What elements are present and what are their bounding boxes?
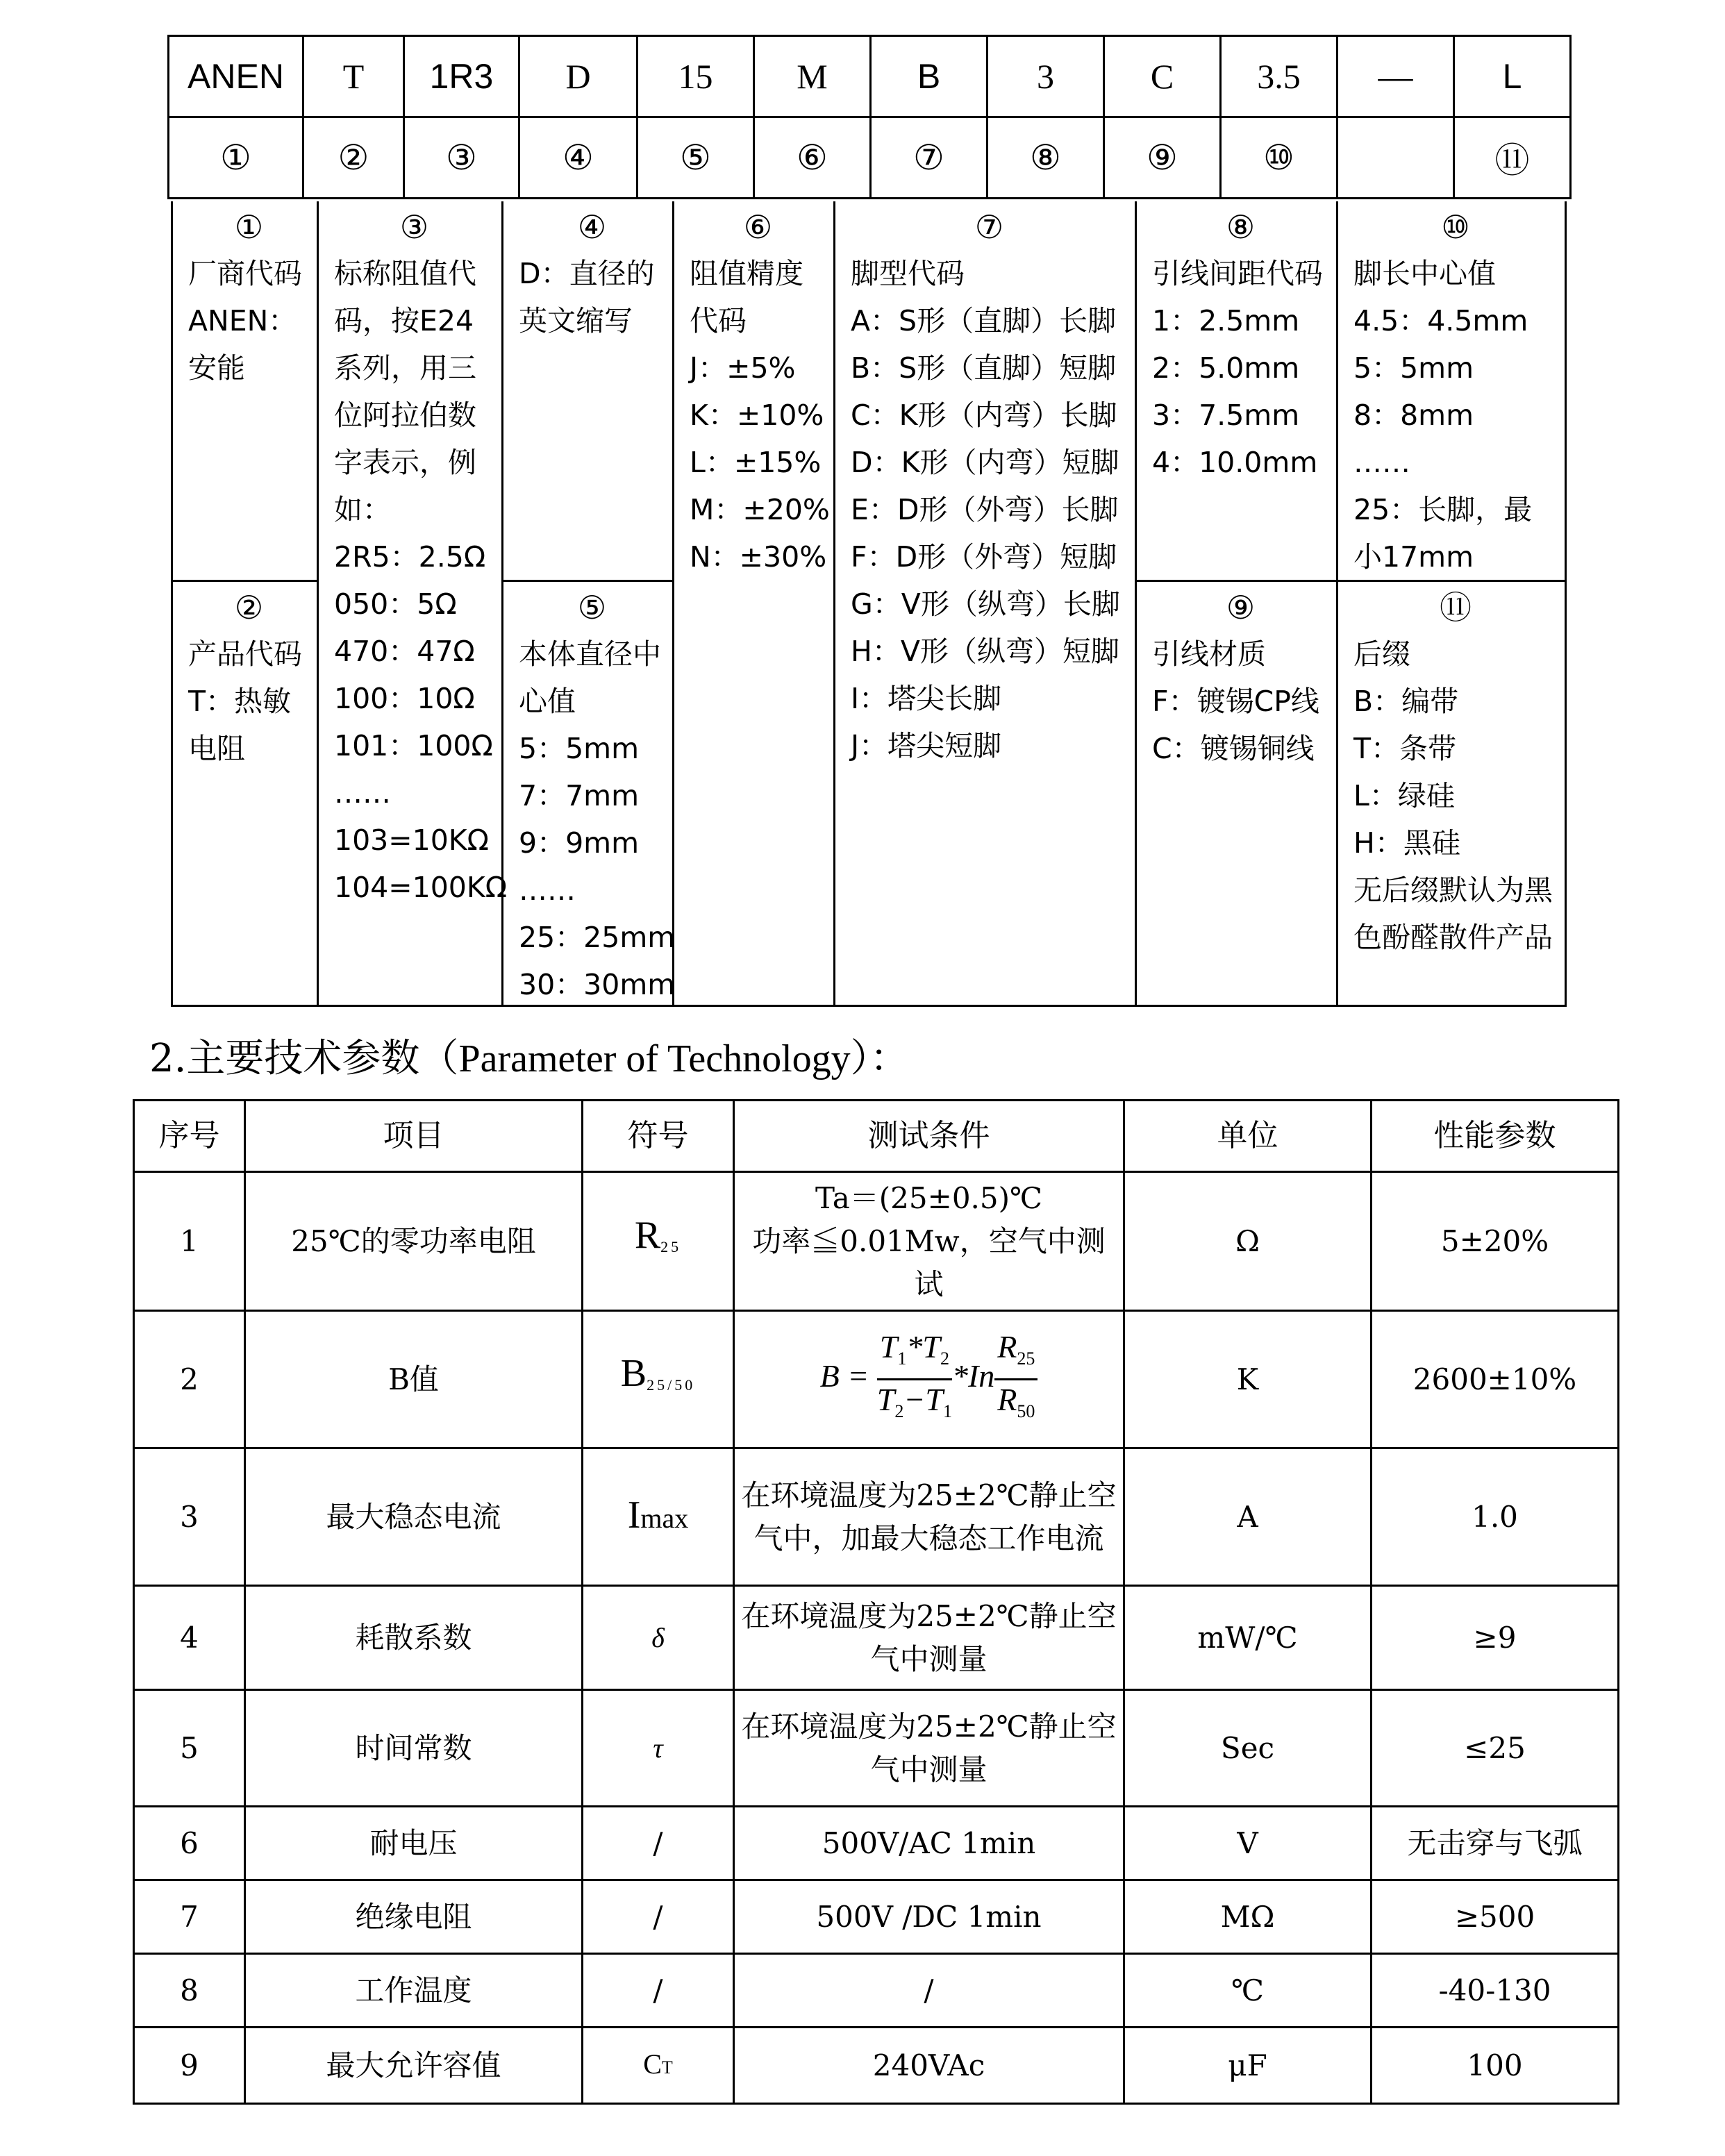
column-header: 单位: [1124, 1101, 1372, 1172]
explain-line: ANEN：: [188, 304, 297, 337]
item-name: 最大稳态电流: [245, 1448, 583, 1586]
explain-line: 470：47Ω: [334, 635, 475, 668]
b-value-formula: B = $\frac{T_1*T_2}{T_2-T_1}$ *In $\frac{R_{25}}{R_{50}}$: [820, 1358, 1038, 1394]
value: ≤25: [1372, 1690, 1619, 1807]
explain-number: ⑧: [1226, 208, 1256, 246]
row-number: 6: [134, 1807, 245, 1880]
symbol-subscript: 25/50: [647, 1376, 696, 1394]
table-row: [134, 1880, 1619, 1954]
table-row: [134, 1172, 1619, 1311]
symbol-subscript: T: [661, 2057, 673, 2078]
explain-line: ……: [1353, 446, 1410, 479]
code-cell: B: [871, 36, 988, 117]
row-number: 7: [134, 1880, 245, 1954]
row-number: 5: [134, 1690, 245, 1807]
unit: A: [1124, 1448, 1372, 1586]
value: 2600±10%: [1372, 1311, 1619, 1448]
formula-r: R: [997, 1382, 1017, 1417]
value: ≥9: [1372, 1586, 1619, 1690]
explain-column: [674, 201, 835, 1005]
parameter-table: [133, 1099, 1619, 2105]
explain-line: M：±20%: [690, 493, 830, 526]
explain-line: 无后缀默认为黑色酚醛散件产品: [1353, 874, 1553, 954]
explain-line: 4.5：4.5mm: [1353, 304, 1528, 337]
item-name: 绝缘电阻: [245, 1880, 583, 1954]
explain-title: 脚长中心值: [1353, 257, 1496, 290]
position-number: ⑥: [754, 117, 871, 199]
explain-cell-9: [1137, 585, 1336, 772]
explain-number: ⑦: [974, 208, 1004, 246]
position-number: ②: [303, 117, 404, 199]
symbol: /: [583, 1807, 734, 1880]
code-explanation-grid: [171, 201, 1567, 1007]
formula-fraction-t: $\frac{T_1*T_2}{T_2-T_1}$: [876, 1328, 952, 1422]
code-cell: ANEN: [169, 36, 303, 117]
test-condition: 500V /DC 1min: [734, 1880, 1124, 1954]
table-row: [134, 1690, 1619, 1807]
formula-t: T: [922, 1328, 940, 1364]
test-condition: 在环境温度为25±2℃静止空气中测量: [734, 1586, 1124, 1690]
explain-title: 引线间距代码: [1152, 257, 1323, 290]
explain-line: 5：5mm: [519, 732, 640, 765]
code-cell: 3.5: [1221, 36, 1338, 117]
explain-line: B：S形（直脚）短脚: [851, 351, 1117, 385]
section-heading-en: Parameter of Technology: [458, 1037, 851, 1080]
explain-cell-11: [1338, 585, 1565, 961]
table-row: [134, 1586, 1619, 1690]
explain-title: 后缀: [1353, 637, 1410, 671]
symbol-letter: I: [627, 1494, 641, 1537]
unit: V: [1124, 1807, 1372, 1880]
table-row: [134, 1954, 1619, 2028]
formula-sub: 2: [940, 1348, 949, 1369]
explain-title: 引线材质: [1152, 637, 1266, 671]
item-name: 耗散系数: [245, 1586, 583, 1690]
explain-title: 阻值精度代码: [690, 257, 803, 337]
unit: ℃: [1124, 1954, 1372, 2028]
explain-column: [503, 201, 674, 1005]
table-row: [134, 1311, 1619, 1448]
unit: K: [1124, 1311, 1372, 1448]
explain-line: 8：8mm: [1353, 399, 1474, 432]
unit: μF: [1124, 2028, 1372, 2104]
explain-title: 厂商代码: [188, 257, 302, 290]
explain-number: ⑩: [1441, 208, 1470, 246]
explain-cell-8: [1137, 204, 1336, 486]
position-number: ①: [169, 117, 303, 199]
symbol-letter: R: [634, 1214, 661, 1257]
item-name: B值: [245, 1311, 583, 1448]
explain-line: 9：9mm: [519, 826, 640, 860]
explain-number: ③: [399, 208, 429, 246]
explain-line: 安能: [188, 351, 245, 385]
explain-number: ⑪: [1440, 589, 1472, 626]
formula-lhs: B: [819, 1358, 840, 1394]
explain-line: H：V形（纵弯）短脚: [851, 635, 1119, 668]
symbol: /: [583, 1954, 734, 2028]
unit: mW/℃: [1124, 1586, 1372, 1690]
explain-title: 脚型代码: [851, 257, 965, 290]
code-cell: T: [303, 36, 404, 117]
item-name: 工作温度: [245, 1954, 583, 2028]
explain-title: 产品代码: [188, 637, 302, 671]
explain-column: [1338, 201, 1565, 1005]
symbol: [583, 2028, 734, 2104]
explain-line: C：K形（内弯）长脚: [851, 399, 1117, 432]
unit: MΩ: [1124, 1880, 1372, 1954]
explain-column: [319, 201, 508, 1005]
test-condition: 240VAc: [734, 2028, 1124, 2104]
code-cell: L: [1454, 36, 1571, 117]
formula-t: T: [925, 1382, 943, 1417]
row-number: 8: [134, 1954, 245, 2028]
symbol: [583, 1690, 734, 1807]
section-heading-cn: 2.主要技术参数（: [149, 1036, 459, 1081]
explain-line: T：热敏电阻: [188, 685, 292, 765]
explain-cell-7: [835, 204, 1135, 769]
item-name: 耐电压: [245, 1807, 583, 1880]
explain-line: L：绿硅: [1353, 779, 1455, 812]
explain-column: [173, 201, 319, 1005]
explain-line: J：塔尖短脚: [851, 729, 1002, 762]
divider: [173, 580, 317, 582]
formula-sub: 2: [894, 1401, 904, 1422]
symbol: [583, 1586, 734, 1690]
symbol-subscript: max: [640, 1503, 689, 1534]
value: 1.0: [1372, 1448, 1619, 1586]
explain-line: 5：5mm: [1353, 351, 1474, 385]
test-condition: 在环境温度为25±2℃静止空气中测量: [734, 1690, 1124, 1807]
explain-line: G：V形（纵弯）长脚: [851, 587, 1120, 621]
test-condition: /: [734, 1954, 1124, 2028]
explain-line: N：±30%: [690, 540, 827, 574]
position-number-row: [169, 117, 1571, 199]
explain-line: 100：10Ω: [334, 682, 475, 715]
explain-number: ⑨: [1226, 589, 1256, 626]
explain-line: B：编带: [1353, 685, 1459, 718]
explain-line: J：±5%: [690, 351, 796, 385]
formula-sub: 25: [1017, 1348, 1035, 1369]
explain-line: 1：2.5mm: [1152, 304, 1300, 337]
code-cell: C: [1104, 36, 1221, 117]
column-header: 序号: [134, 1101, 245, 1172]
formula-sub: 1: [897, 1348, 907, 1369]
value: ≥500: [1372, 1880, 1619, 1954]
explain-line: T：条带: [1353, 732, 1457, 765]
value: 无击穿与飞弧: [1372, 1807, 1619, 1880]
formula-r: R: [997, 1328, 1017, 1364]
code-cell: M: [754, 36, 871, 117]
divider: [1338, 580, 1565, 582]
table-row: [134, 1807, 1619, 1880]
symbol: /: [583, 1880, 734, 1954]
test-condition: [734, 1311, 1124, 1448]
explain-cell-4: [503, 204, 672, 344]
condition-line: 功率≦0.01Mw，空气中测试: [752, 1223, 1106, 1301]
divider: [1137, 580, 1336, 582]
explain-number: ⑤: [577, 589, 607, 626]
explain-line: 2R5：2.5Ω: [334, 540, 486, 574]
explain-title: 标称阻值代码，按E24系列，用三位阿拉伯数字表示，例如：: [334, 257, 476, 526]
position-number: ⑧: [988, 117, 1104, 199]
explain-number: ②: [234, 589, 264, 626]
explain-cell-5: [503, 585, 676, 1008]
part-number-code-table: [167, 35, 1572, 199]
formula-t: T: [879, 1328, 898, 1364]
explain-line: E：D形（外弯）长脚: [851, 493, 1119, 526]
explain-line: 104=100KΩ: [334, 871, 508, 904]
test-condition: [734, 1172, 1124, 1311]
symbol: [583, 1448, 734, 1586]
test-condition: 在环境温度为25±2℃静止空气中，加最大稳态工作电流: [734, 1448, 1124, 1586]
explain-line: 25：25mm: [519, 921, 676, 954]
explain-line: 25：长脚，最小17mm: [1353, 493, 1533, 574]
position-number: ⑪: [1454, 117, 1571, 199]
row-number: 4: [134, 1586, 245, 1690]
symbol-subscript: 25: [660, 1238, 682, 1255]
position-number: ⑨: [1104, 117, 1221, 199]
symbol-letter: τ: [653, 1732, 663, 1764]
explain-line: 7：7mm: [519, 779, 640, 812]
formula-sub: 50: [1017, 1401, 1035, 1422]
explain-cell-1: [173, 204, 317, 392]
table-header-row: [134, 1101, 1619, 1172]
code-cell: 3: [988, 36, 1104, 117]
table-row: [134, 2028, 1619, 2104]
explain-line: C：镀锡铜线: [1152, 732, 1315, 765]
test-condition: 500V/AC 1min: [734, 1807, 1124, 1880]
explain-line: 30：30mm: [519, 968, 676, 1001]
explain-line: 103=10KΩ: [334, 824, 489, 857]
explain-line: L：±15%: [690, 446, 822, 479]
position-number: [1338, 117, 1454, 199]
explain-cell-3: [319, 204, 508, 911]
table-row: [134, 1448, 1619, 1586]
explain-line: F：镀锡CP线: [1152, 685, 1319, 718]
explain-line: A：S形（直脚）长脚: [851, 304, 1117, 337]
row-number: 3: [134, 1448, 245, 1586]
explain-line: 4：10.0mm: [1152, 446, 1318, 479]
section-heading-end: ）：: [850, 1036, 909, 1081]
symbol: [583, 1172, 734, 1311]
symbol-letter: B: [620, 1352, 647, 1395]
explain-cell-6: [674, 204, 833, 580]
value: 100: [1372, 2028, 1619, 2104]
column-header: 测试条件: [734, 1101, 1124, 1172]
formula-fraction-r: [994, 1328, 1038, 1431]
explain-column: [1137, 201, 1338, 1005]
explain-line: D：K形（内弯）短脚: [851, 446, 1119, 479]
symbol-letter: C: [643, 2048, 662, 2080]
explain-number: ⑥: [743, 208, 773, 246]
code-cell: —: [1338, 36, 1454, 117]
symbol: [583, 1311, 734, 1448]
position-number: ④: [519, 117, 638, 199]
explain-line: 2：5.0mm: [1152, 351, 1300, 385]
symbol-letter: δ: [651, 1622, 665, 1653]
explain-cell-10: [1338, 204, 1565, 580]
code-cell: 15: [638, 36, 754, 117]
position-number: ③: [404, 117, 519, 199]
position-number: ⑦: [871, 117, 988, 199]
explain-line: 101：100Ω: [334, 729, 493, 762]
explain-number: ①: [234, 208, 264, 246]
item-name: 25℃的零功率电阻: [245, 1172, 583, 1311]
formula-ln: In: [967, 1358, 995, 1394]
position-number: ⑩: [1221, 117, 1338, 199]
explain-line: H：黑硅: [1353, 826, 1460, 860]
row-number: 9: [134, 2028, 245, 2104]
row-number: 2: [134, 1311, 245, 1448]
condition-line: Ta＝(25±0.5)℃: [815, 1180, 1042, 1215]
column-header: 项目: [245, 1101, 583, 1172]
explain-line: ……: [519, 874, 576, 907]
explain-line: I：塔尖长脚: [851, 682, 1002, 715]
explain-line: K：±10%: [690, 399, 824, 432]
explain-line: 3：7.5mm: [1152, 399, 1300, 432]
explain-line: 050：5Ω: [334, 587, 457, 621]
row-number: 1: [134, 1172, 245, 1311]
formula-sub: 1: [942, 1401, 952, 1422]
column-header: 符号: [583, 1101, 734, 1172]
item-name: 时间常数: [245, 1690, 583, 1807]
column-header: 性能参数: [1372, 1101, 1619, 1172]
section-heading: [149, 1028, 909, 1083]
code-row: [169, 36, 1571, 117]
divider: [503, 580, 672, 582]
explain-title: 本体直径中心值: [519, 637, 661, 718]
explain-number: ④: [577, 208, 607, 246]
unit: Sec: [1124, 1690, 1372, 1807]
explain-title: D：直径的英文缩写: [519, 257, 655, 337]
formula-t: T: [876, 1382, 895, 1417]
value: 5±20%: [1372, 1172, 1619, 1311]
position-number: ⑤: [638, 117, 754, 199]
explain-line: ……: [334, 776, 391, 810]
code-cell: D: [519, 36, 638, 117]
explain-column: [835, 201, 1137, 1005]
explain-cell-2: [173, 585, 317, 772]
item-name: 最大允许容值: [245, 2028, 583, 2104]
code-cell: 1R3: [404, 36, 519, 117]
unit: Ω: [1124, 1172, 1372, 1311]
value: -40-130: [1372, 1954, 1619, 2028]
explain-line: F：D形（外弯）短脚: [851, 540, 1117, 574]
